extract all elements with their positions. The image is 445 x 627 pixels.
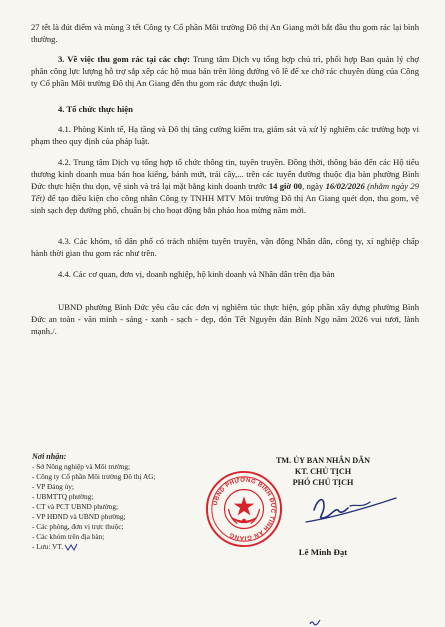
svg-text:UBND PHƯỜNG BÌNH ĐỨC TỈNH AN G: UBND PHƯỜNG BÌNH ĐỨC TỈNH AN GIANG	[212, 477, 276, 541]
paragraph-4-2	[31, 156, 419, 216]
closing-text: UBND phường Bình Đức yêu cầu các đơn vị nghiêm túc thực hiện, góp phần xây dựng phường Bình Đức an toàn - văn minh - sáng - xanh - sạch - đẹp, đón Tết Nguyên đán Bính Ngọ năm 2026 vui tươi, lành mạnh./.	[31, 302, 419, 336]
list-item: - UBMTTQ phường;	[32, 492, 94, 501]
list-item: - Công ty Cổ phần Môi trường Đô thị AG;	[32, 472, 156, 481]
list-item: - Các khóm trên địa bàn;	[32, 532, 105, 541]
section-4-heading: 4. Tổ chức thực hiện	[58, 104, 133, 114]
list-item: - Lưu: VT.	[32, 542, 222, 552]
initial-mark-icon	[309, 619, 321, 627]
recipients-list	[32, 462, 222, 552]
paragraph-4-1: 4.1. Phòng Kinh tế, Hạ tầng và Đô thị tăng cường kiểm tra, giám sát và xử lý nghiêm các trường hợp vi phạm theo quy định của pháp luật.	[31, 124, 419, 146]
paragraph-continuation	[31, 21, 419, 45]
signature-authority: TM. ỦY BAN NHÂN DÂN	[275, 456, 371, 465]
initial-mark-icon	[64, 543, 78, 551]
recipients-title: Nơi nhận:	[32, 452, 67, 461]
list-item: - Các phòng, đơn vị trực thuộc;	[32, 522, 124, 531]
signature-title: PHÓ CHỦ TỊCH	[292, 478, 354, 487]
paragraph-4-4: 4.4. Các cơ quan, đơn vị, doanh nghiệp, hộ kinh doanh và Nhân dân trên địa bàn	[58, 269, 335, 279]
section-number: 3.	[58, 54, 65, 64]
paragraph-text: 4.2. Trung tâm Dịch vụ tổng hợp tổ chức thông tin, tuyên truyền. Đồng thời, thông báo đến các Hộ tiểu thương kinh doanh mua bán hoa kiểng, bánh mứt, trái cây,... trên các tuyến đường thuộc địa bàn phường Bình Đức thực hiện thu dọn, vệ sinh và trả lại mặt bằng kinh doanh trước	[31, 157, 419, 191]
signature-capacity: KT. CHỦ TỊCH	[294, 467, 352, 476]
lunar-date-note: (nhằm ngày 29 Tết)	[31, 181, 419, 203]
handwritten-signature-icon	[300, 488, 400, 528]
signer-name: Lê Minh Đạt	[298, 547, 348, 557]
closing-paragraph	[31, 301, 419, 337]
paragraph-text: để tạo điều kiện cho công nhân Công ty TNHH MTV Môi trường Đô thị An Giang quét dọn, thu gom, vệ sinh sạch đẹp đường phố, chuẩn bị cho hoạt động bắn pháo hoa mừng năm mới.	[31, 193, 419, 215]
deadline-date: 16/02/2026	[325, 181, 365, 191]
paragraph-text: 27 tết là đút điểm và mùng 3 tết Công ty Cổ phần Môi trường Đô thị An Giang mới bắt đầu thu gom rác lại bình thường.	[31, 22, 419, 44]
official-seal-icon	[205, 470, 283, 548]
list-item: - CT và PCT UBND phường;	[32, 502, 118, 511]
list-item: - VP Đảng ủy;	[32, 482, 74, 491]
paragraph-text: , ngày	[302, 181, 326, 191]
list-item: - Sở Nông nghiệp và Môi trường;	[32, 462, 131, 471]
section-3	[31, 53, 419, 89]
paragraph-4-3: 4.3. Các khóm, tổ dân phố có trách nhiệm tuyên truyền, vận động Nhân dân, công ty, xí nghiệp chấp hành thời gian thu gom rác như trên.	[31, 236, 419, 258]
section-text: Trung tâm Dịch vụ tổng hợp chủ trì, phối hợp Ban quản lý chợ phân công lực lượng hỗ trợ sắp xếp các hộ mua bán trên lòng đường vô lề để xe chở rác chuyên dùng của Công ty Cổ phần Môi trường Đô thị An Giang đến thu gom rác được thuận lợi.	[31, 54, 419, 88]
section-heading: Về việc thu gom rác tại các chợ:	[67, 54, 191, 64]
list-item: - VP HĐND và UBND phường;	[32, 512, 126, 521]
deadline-time: 14 giờ 00	[268, 181, 303, 191]
